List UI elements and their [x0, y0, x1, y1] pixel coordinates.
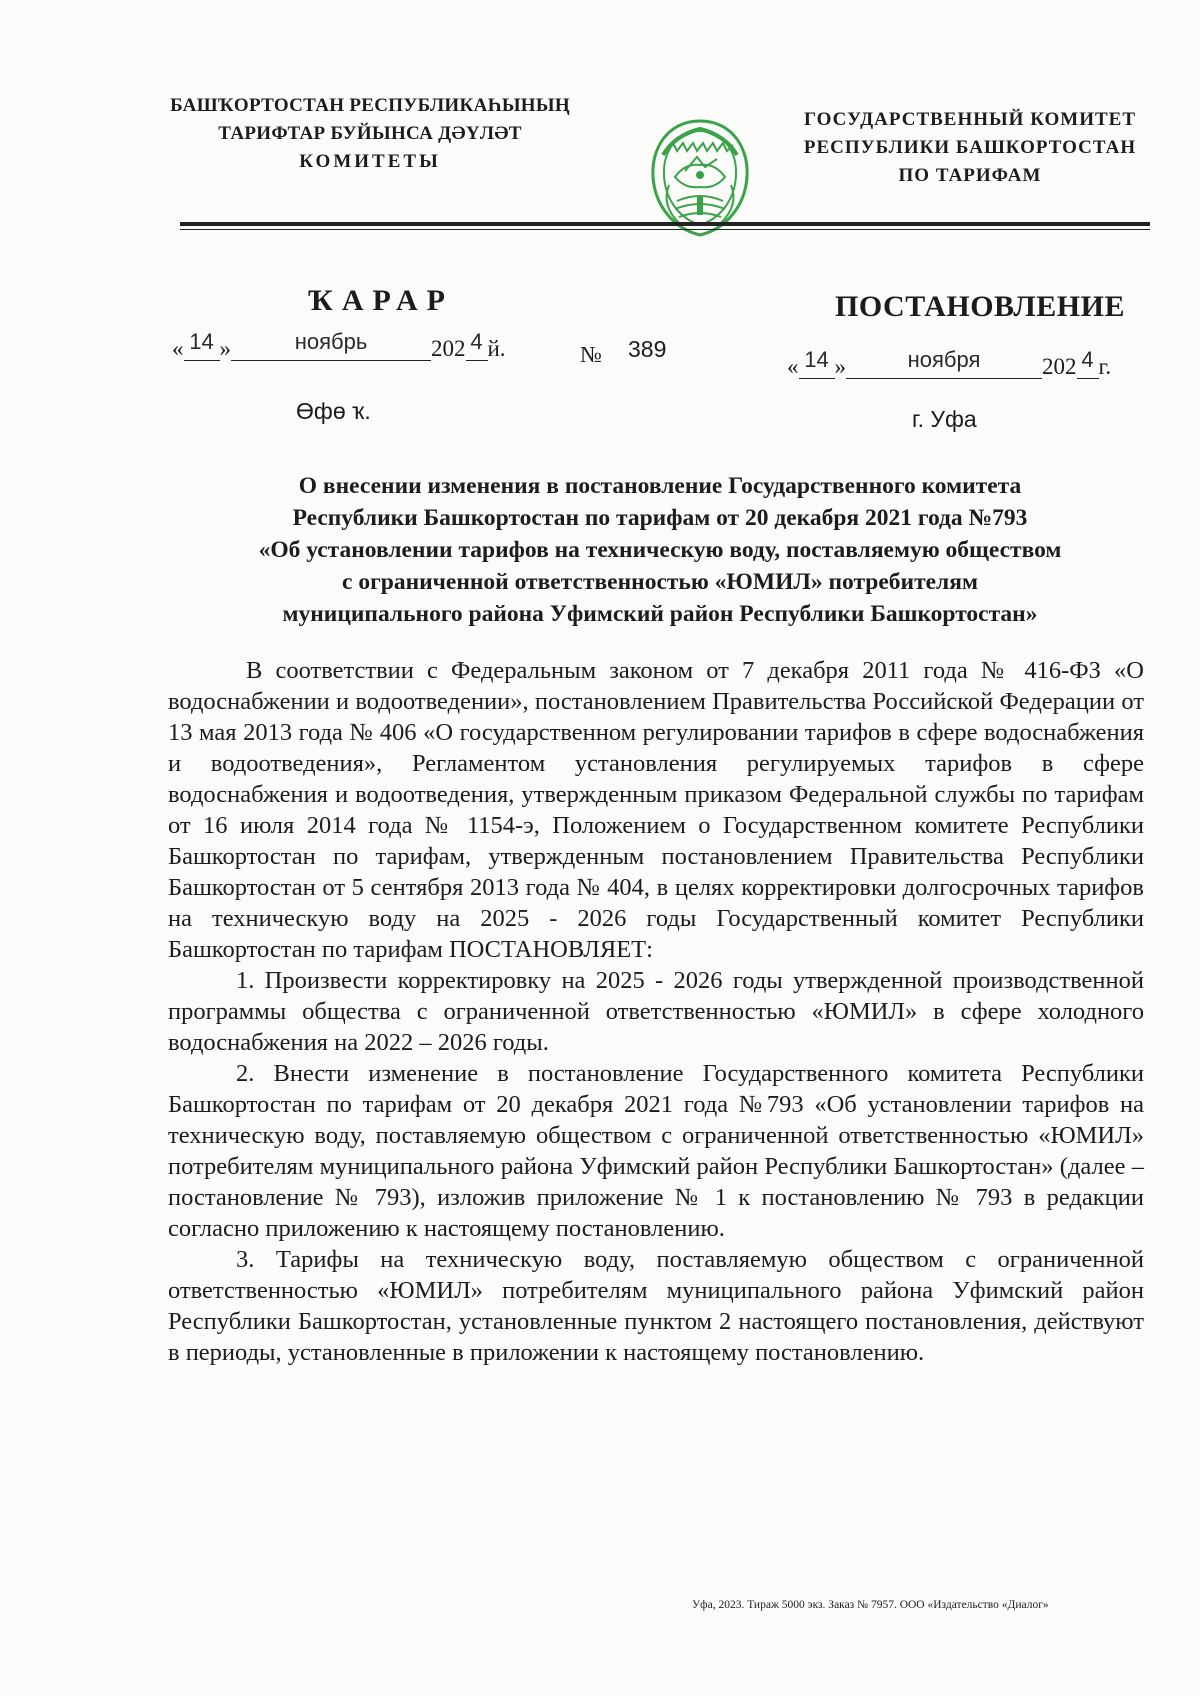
date-right-quote-open: «: [787, 354, 799, 379]
date-left-day: 14: [189, 329, 214, 354]
header-divider-thin: [180, 229, 1150, 230]
date-left-year-prefix: 202: [431, 336, 466, 361]
date-right-month: ноября: [907, 347, 981, 372]
number-value: 389: [628, 336, 667, 362]
header-divider-thick: [180, 222, 1150, 226]
date-russian: [787, 347, 1112, 380]
date-left-quote-close: »: [219, 336, 231, 361]
date-right-year-field: [1077, 347, 1099, 379]
date-right-year-prefix: 202: [1042, 354, 1077, 379]
doc-type-russian: ПОСТАНОВЛЕНИЕ: [835, 290, 1125, 323]
date-left-year-field: [466, 329, 488, 361]
date-right-month-field: [846, 347, 1042, 379]
date-bashkir: [172, 329, 506, 362]
header-left-line-3: КОМИТЕТЫ: [299, 151, 441, 172]
document-body: [168, 655, 1144, 1368]
header-right-russian: [780, 106, 1160, 190]
document-title: [160, 470, 1160, 630]
clause-2-paragraph: 2. Внести изменение в постановление Государственного комитета Республики Башкортостан по тарифам от 20 декабря 2021 года №793 «Об установлении тарифов на техническую воду, поставляемую обществом с ограниченной ответственностью «ЮМИЛ» потребителям муниципального района Уфимский район Республики Башкортостан» (далее – постановление № 793), изложив приложение № 1 к постановлению № 793 в редакции согласно приложению к настоящему постановлению.: [168, 1060, 1144, 1242]
date-left-month-field: [231, 329, 431, 361]
city-russian: г. Уфа: [912, 406, 977, 432]
title-line-4: с ограниченной ответственностью «ЮМИЛ» потребителям: [342, 569, 978, 595]
title-line-3: «Об установлении тарифов на техническую воду, поставляемую обществом: [258, 537, 1062, 563]
clause-3-paragraph: 3. Тарифы на техническую воду, поставляемую обществом с ограниченной ответственностью «ЮМИЛ» потребителям муниципального района Уфимский район Республики Башкортостан, установленные пунктом 2 настоящего постановления, действуют в периоды, установленные в приложении к настоящему постановлению.: [168, 1246, 1144, 1366]
doc-type-bashkir: ҠАРАР: [308, 284, 455, 317]
clause-1-paragraph: 1. Произвести корректировку на 2025 - 2026 годы утвержденной производственной программы общества с ограниченной ответственностью «ЮМИЛ» в сфере холодного водоснабжения на 2022 – 2026 годы.: [168, 967, 1144, 1056]
date-right-suffix: г.: [1098, 354, 1112, 379]
header-left-line-2: ТАРИФТАР БУЙЫНСА ДӘҮЛӘТ: [218, 123, 522, 144]
header-right-line-2: РЕСПУБЛИКИ БАШКОРТОСТАН: [803, 137, 1137, 158]
date-left-day-field: [184, 329, 220, 361]
title-line-5: муниципального района Уфимский район Республики Башкортостан»: [282, 601, 1038, 627]
date-left-year-digit: 4: [470, 329, 483, 354]
date-left-month: ноябрь: [294, 329, 368, 354]
date-right-year-digit: 4: [1081, 347, 1094, 372]
title-line-2: Республики Башкортостан по тарифам от 20 декабря 2021 года №793: [292, 505, 1028, 531]
header-right-line-1: ГОСУДАРСТВЕННЫЙ КОМИТЕТ: [803, 109, 1137, 130]
date-right-day-field: [799, 347, 835, 379]
bashkortostan-emblem-icon: [645, 115, 755, 239]
print-imprint-footer: Уфа, 2023. Тираж 5000 экз. Заказ № 7957. ООО «Издательство «Диалог»: [692, 1599, 1049, 1611]
date-right-quote-close: »: [834, 354, 846, 379]
date-left-quote-open: «: [172, 336, 184, 361]
header-left-line-1: БАШҠОРТОСТАН РЕСПУБЛИКАҺЫНЫҢ: [170, 95, 570, 116]
date-left-suffix: й.: [487, 336, 506, 361]
number-label: №: [580, 342, 602, 367]
city-bashkir: Өфө ҡ.: [296, 398, 371, 424]
header-left-bashkir: [160, 92, 580, 176]
preamble-paragraph: В соответствии с Федеральным законом от 7 декабря 2011 года № 416-ФЗ «О водоснабжении и водоотведении», постановлением Правительства Российской Федерации от 13 мая 2013 года № 406 «О государственном регулировании тарифов в сфере водоснабжения и водоотведения», Регламентом установления регулируемых тарифов в сфере водоснабжения и водоотведения, утвержденным приказом Федеральной службы по тарифам от 16 июля 2014 года № 1154-э, Положением о Государственном комитете Республики Башкортостан по тарифам, утвержденным постановлением Правительства Республики Башкортостан от 5 сентября 2013 года № 404, в целях корректировки долгосрочных тарифов на техническую воду на 2025 - 2026 годы Государственный комитет Республики Башкортостан по тарифам ПОСТАНОВЛЯЕТ:: [168, 657, 1144, 963]
title-line-1: О внесении изменения в постановление Государственного комитета: [298, 473, 1022, 499]
date-right-day: 14: [804, 347, 829, 372]
header-right-line-3: ПО ТАРИФАМ: [898, 165, 1042, 186]
